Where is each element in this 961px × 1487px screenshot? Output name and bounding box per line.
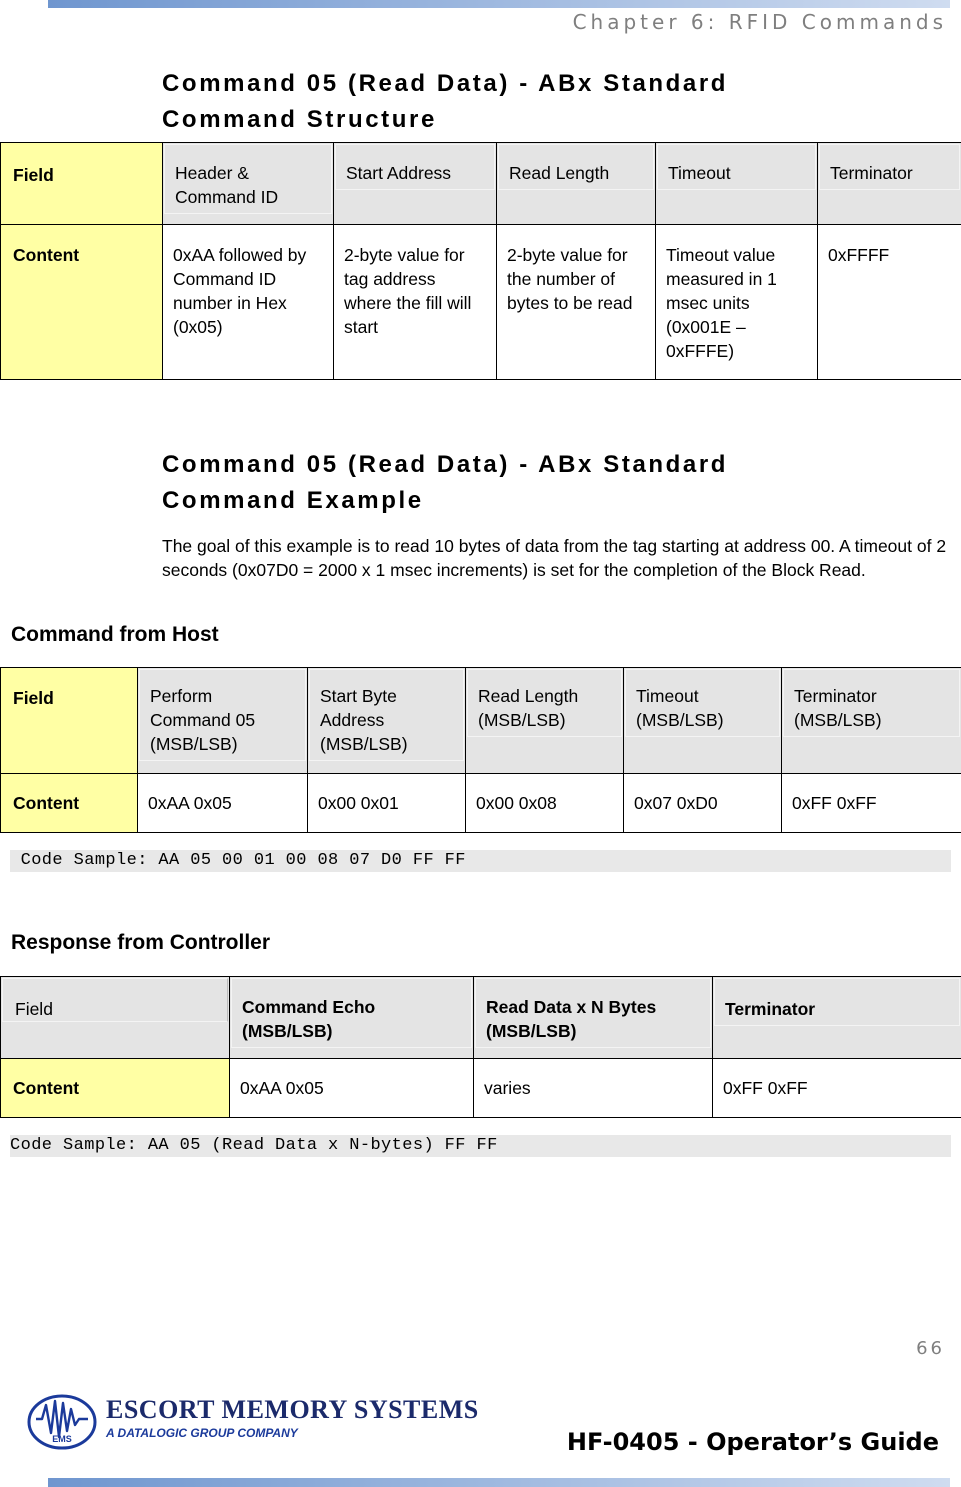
ems-logo-icon: [26, 1393, 100, 1451]
table-cell: 2-byte value for the number of bytes to be read: [497, 225, 656, 380]
page-number: 66: [916, 1338, 945, 1359]
controller-table: [0, 976, 961, 1118]
example-paragraph: The goal of this example is to read 10 bytes of data from the tag starting at address 00. A timeout of 2 seconds (0x07D0 = 2000 x 1 msec increments) is set for the completion of the Block Read.: [162, 536, 947, 580]
table-row: [1, 225, 961, 380]
row-label-field: Field: [1, 668, 138, 774]
header-decor-bar: [48, 0, 950, 8]
column-header: Header & Command ID: [163, 143, 334, 225]
table-cell: 0xFF 0xFF: [713, 1059, 961, 1118]
row-label-field: Field: [1, 977, 230, 1059]
section-title-structure: [162, 66, 728, 138]
structure-table: [0, 142, 961, 380]
table-cell: 0xFFFF: [818, 225, 961, 380]
column-header: Timeout: [656, 143, 818, 225]
table-cell: 0xAA 0x05: [138, 774, 308, 833]
section-title-example: [162, 447, 728, 519]
column-header: Perform Command 05 (MSB/LSB): [138, 668, 308, 774]
host-table: [0, 667, 961, 833]
table-row: [1, 143, 961, 225]
company-logo: [26, 1393, 496, 1453]
svg-text:EMS: EMS: [52, 1434, 72, 1444]
table-row: [1, 668, 961, 774]
chapter-header: Chapter 6: RFID Commands: [572, 10, 947, 34]
table-row: [1, 977, 961, 1059]
controller-heading: Response from Controller: [11, 931, 271, 954]
controller-code-sample: Code Sample: AA 05 (Read Data x N-bytes) FF FF: [10, 1135, 951, 1157]
table-cell: Timeout value measured in 1 msec units (0x001E – 0xFFFE): [656, 225, 818, 380]
column-header: Terminator: [818, 143, 961, 225]
table-cell: 0xAA followed by Command ID number in Hex (0x05): [163, 225, 334, 380]
table-cell: 0x00 0x08: [466, 774, 624, 833]
host-heading: Command from Host: [11, 623, 219, 646]
column-header: Start Byte Address (MSB/LSB): [308, 668, 466, 774]
section-title-line: Command Example: [162, 487, 424, 514]
row-label-content: Content: [1, 1059, 230, 1118]
column-header: Read Length: [497, 143, 656, 225]
column-header: Start Address: [334, 143, 497, 225]
row-label-content: Content: [1, 225, 163, 380]
section-title-line: Command 05 (Read Data) - ABx Standard: [162, 451, 729, 478]
section-title-line: Command Structure: [162, 106, 437, 133]
company-subtitle: A DATALOGIC GROUP COMPANY: [106, 1426, 298, 1440]
company-name: ESCORT MEMORY SYSTEMS: [106, 1395, 479, 1424]
column-header: Timeout (MSB/LSB): [624, 668, 782, 774]
table-row: [1, 774, 961, 833]
column-header: Terminator (MSB/LSB): [782, 668, 961, 774]
column-header: Command Echo (MSB/LSB): [230, 977, 474, 1059]
table-cell: 0xFF 0xFF: [782, 774, 961, 833]
row-label-content: Content: [1, 774, 138, 833]
table-cell: 0x07 0xD0: [624, 774, 782, 833]
column-header: Read Data x N Bytes (MSB/LSB): [474, 977, 713, 1059]
guide-title: HF-0405 - Operator’s Guide: [566, 1428, 939, 1456]
column-header: Read Length (MSB/LSB): [466, 668, 624, 774]
table-cell: 2-byte value for tag address where the fill will start: [334, 225, 497, 380]
footer-decor-bar: [48, 1478, 950, 1487]
table-cell: 0xAA 0x05: [230, 1059, 474, 1118]
table-cell: 0x00 0x01: [308, 774, 466, 833]
table-cell: varies: [474, 1059, 713, 1118]
column-header: Terminator: [713, 977, 961, 1059]
row-label-field: Field: [1, 143, 163, 225]
section-title-line: Command 05 (Read Data) - ABx Standard: [162, 70, 729, 97]
host-code-sample: Code Sample: AA 05 00 01 00 08 07 D0 FF FF: [10, 850, 951, 872]
table-row: [1, 1059, 961, 1118]
